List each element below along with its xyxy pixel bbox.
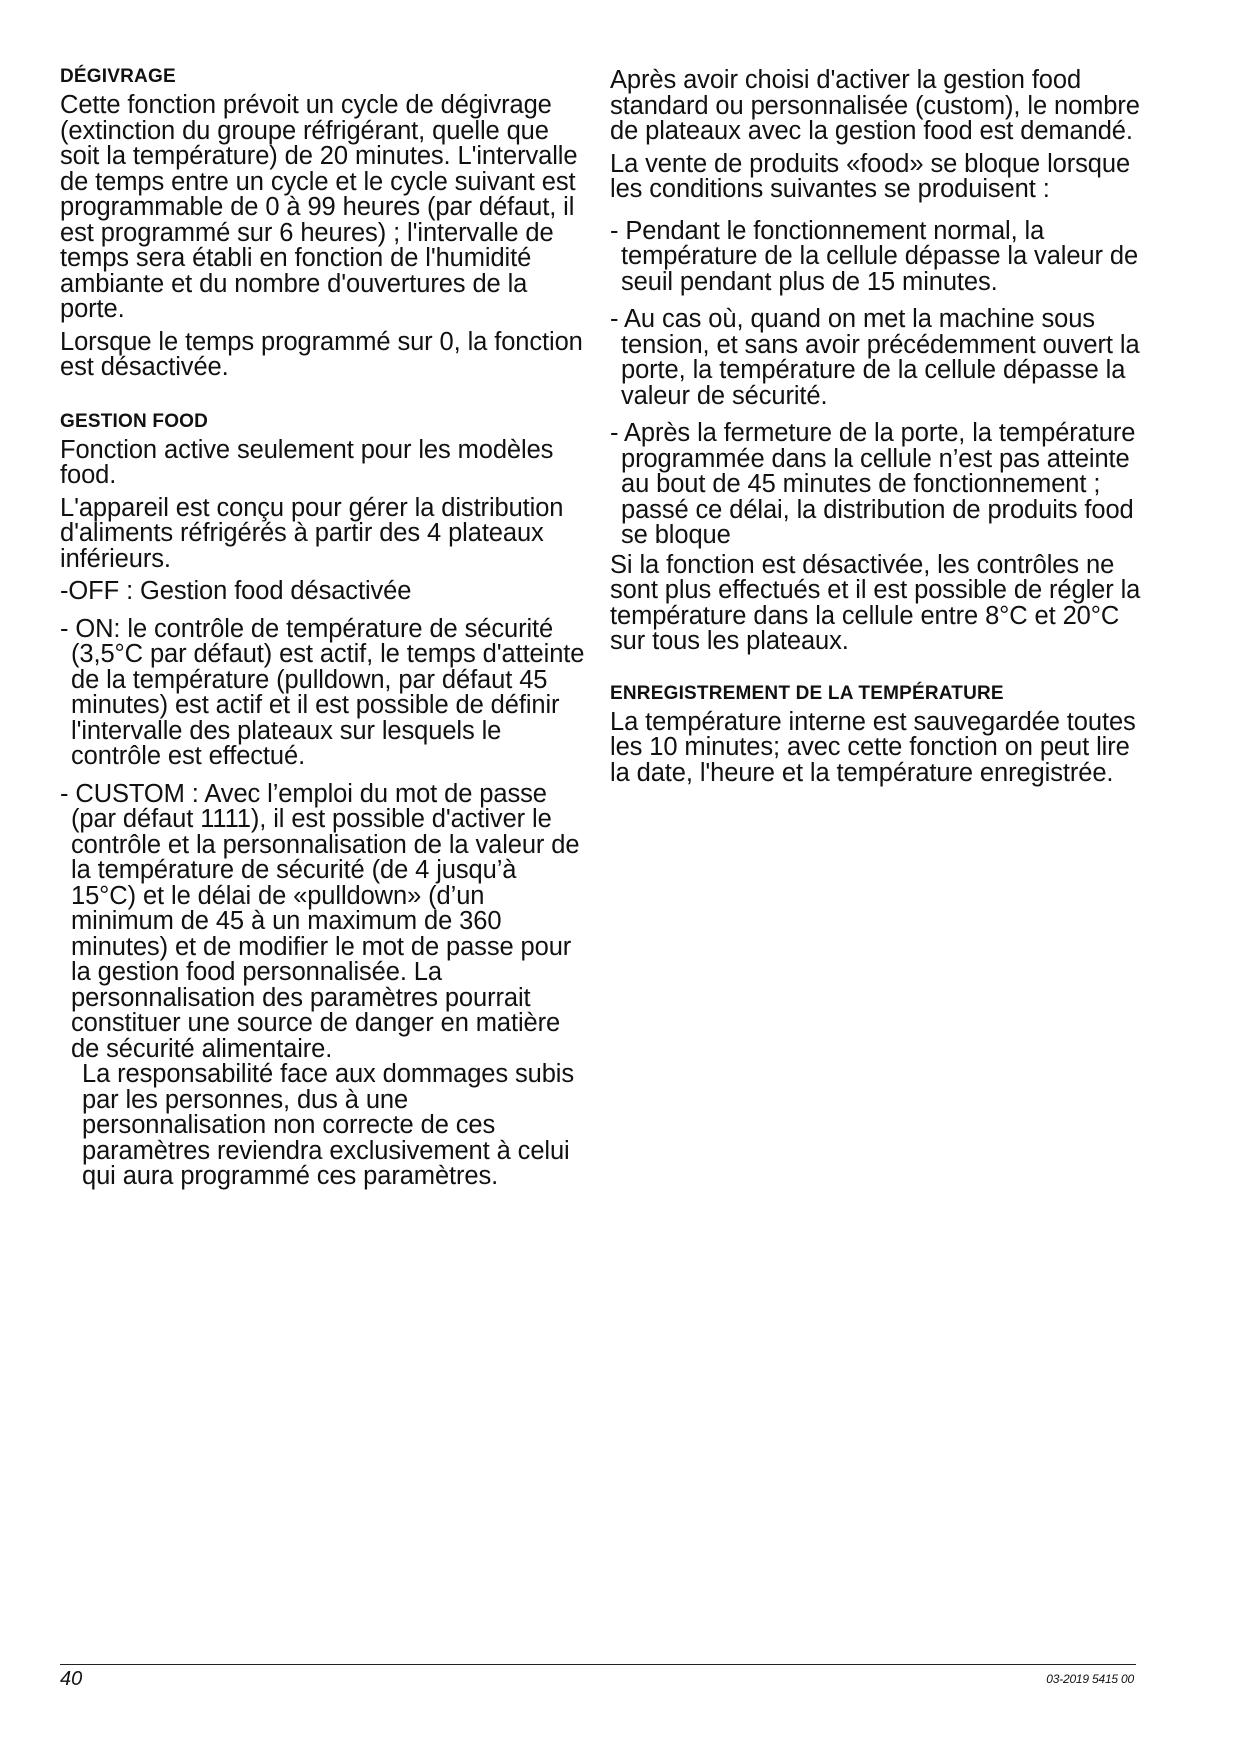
gestion-food-paragraph-1: Fonction active seulement pour les modèles food.	[60, 435, 554, 489]
option-custom	[60, 779, 585, 1190]
degivrage-paragraph-1: Cette fonction prévoit un cycle de dégivrage (extinction du groupe réfrigérant, quelle que soit la température) de 20 minutes. L'intervalle de temps entre un cycle et le cycle suivant est programmable de 0 à 99 heures (par défaut, il est programmé sur 6 heures) ; l'intervalle de temps sera établi en fonction de l'humidité ambiante et du nombre d'ouvertures de la porte.	[60, 91, 578, 323]
condition-3: - Après la fermeture de la porte, la température programmée dans la cellule n’est pas atteinte au bout de 45 minutes de fonctionnement ; passé ce délai, la distribution de produits food se bloque	[610, 419, 1136, 549]
right-paragraph-1: Après avoir choisi d'activer la gestion food standard ou personnalisée (custom), le nombre de plateaux avec la gestion food est demandé.	[610, 66, 1140, 145]
option-custom-responsibility: La responsabilité face aux dommages subis par les personnes, dus à une personnalisation non correcte de ces paramètres reviendra exclusivement à celui qui aura programmé ces paramètres.	[82, 1060, 575, 1190]
section-heading-gestion-food: GESTION FOOD	[60, 410, 209, 432]
enregistrement-paragraph-1: La température interne est sauvegardée toutes les 10 minutes; avec cette fonction on peut lire la date, l'heure et la température enregistrée.	[610, 707, 1136, 787]
condition-1: - Pendant le fonctionnement normal, la température de la cellule dépasse la valeur de seuil pendant plus de 15 minutes.	[610, 216, 1139, 296]
document-code: 03-2019 5415 00	[1046, 1672, 1134, 1686]
right-column	[610, 68, 1150, 793]
condition-2: - Au cas où, quand on met la machine sous tension, et sans avoir précédemment ouvert la porte, la température de la cellule dépasse la valeur de sécurité.	[610, 305, 1140, 410]
gestion-food-paragraph-2: L'appareil est conçu pour gérer la distribution d'aliments réfrigérés à partir des 4 plateaux inférieurs.	[60, 493, 564, 573]
section-heading-degivrage: DÉGIVRAGE	[60, 66, 176, 87]
section-heading-enregistrement: ENREGISTREMENT DE LA TEMPÉRATURE	[610, 682, 1004, 704]
option-custom-text: - CUSTOM : Avec l’emploi du mot de passe (par défaut 1111), il est possible d'activer le contrôle et la personnalisation de la valeur de la température de sécurité (de 4 jusqu’à 15°C) et le délai de «pulldown» (d’un minimum de 45 à un maximum de 360 minutes) et de modifier le mot de passe pour la gestion food personnalisée. La personnalisation des paramètres pourrait constituer une source de danger en matière de sécurité alimentaire.	[60, 779, 580, 1063]
option-off: -OFF : Gestion food désactivée	[60, 577, 412, 605]
option-on: - ON: le contrôle de température de sécurité (3,5°C par défaut) est actif, le temps d'atteinte de la température (pulldown, par défaut 45 minutes) est actif et il est possible de définir l'intervalle des plateaux sur lesquels le contrôle est effectué.	[60, 614, 585, 770]
footer-divider	[60, 1664, 1136, 1665]
page-number: 40	[60, 1668, 83, 1690]
right-paragraph-3: Si la fonction est désactivée, les contrôles ne sont plus effectués et il est possible de régler la température dans la cellule entre 8°C et 20°C sur tous les plateaux.	[610, 550, 1141, 655]
degivrage-paragraph-2: Lorsque le temps programmé sur 0, la fonction est désactivée.	[60, 327, 583, 381]
left-column	[60, 66, 585, 1190]
right-paragraph-2: La vente de produits «food» se bloque lorsque les conditions suivantes se produisent :	[610, 149, 1131, 203]
